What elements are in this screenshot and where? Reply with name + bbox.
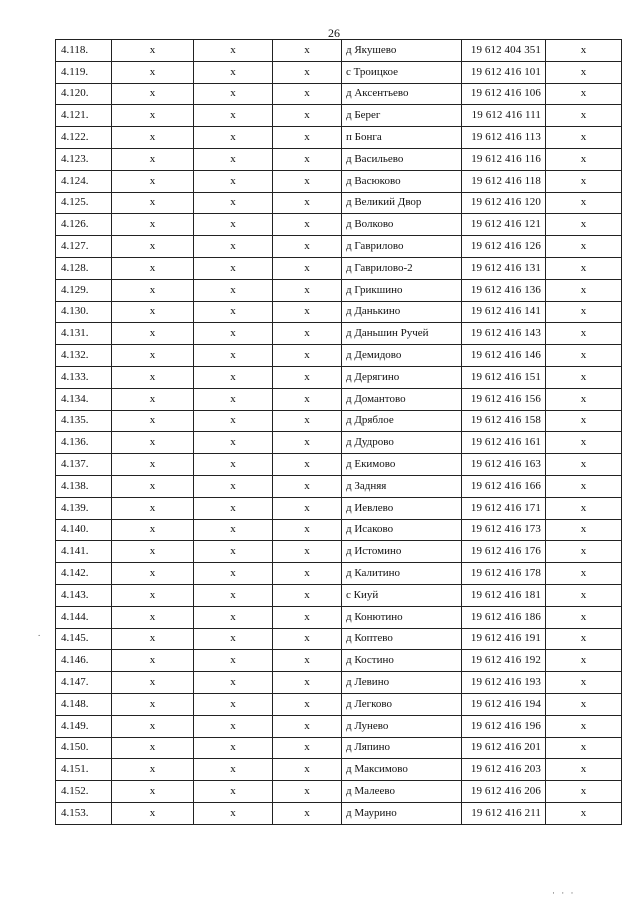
cell-x: x bbox=[194, 475, 273, 497]
table-row bbox=[56, 781, 622, 803]
cell-x: x bbox=[112, 650, 194, 672]
cell-x: x bbox=[194, 83, 273, 105]
oktmo-code: 19 612 416 203 bbox=[462, 759, 546, 781]
table-row bbox=[56, 345, 622, 367]
oktmo-code: 19 612 416 118 bbox=[462, 170, 546, 192]
settlement-name: д Екимово bbox=[342, 454, 462, 476]
row-number: 4.138. bbox=[56, 475, 112, 497]
oktmo-code: 19 612 416 171 bbox=[462, 497, 546, 519]
cell-x: x bbox=[112, 628, 194, 650]
row-number: 4.129. bbox=[56, 279, 112, 301]
table-row bbox=[56, 802, 622, 824]
oktmo-code: 19 612 416 126 bbox=[462, 236, 546, 258]
oktmo-code: 19 612 416 181 bbox=[462, 584, 546, 606]
settlement-name: д Гаврилово-2 bbox=[342, 257, 462, 279]
cell-x: x bbox=[194, 672, 273, 694]
cell-x: x bbox=[112, 737, 194, 759]
cell-x: x bbox=[112, 192, 194, 214]
row-number: 4.124. bbox=[56, 170, 112, 192]
cell-x: x bbox=[546, 584, 622, 606]
cell-x: x bbox=[546, 61, 622, 83]
oktmo-code: 19 612 404 351 bbox=[462, 40, 546, 62]
table-row bbox=[56, 650, 622, 672]
cell-x: x bbox=[546, 345, 622, 367]
row-number: 4.132. bbox=[56, 345, 112, 367]
cell-x: x bbox=[194, 214, 273, 236]
cell-x: x bbox=[112, 432, 194, 454]
table-row bbox=[56, 366, 622, 388]
oktmo-code: 19 612 416 151 bbox=[462, 366, 546, 388]
cell-x: x bbox=[194, 366, 273, 388]
settlement-name: д Коптево bbox=[342, 628, 462, 650]
oktmo-code: 19 612 416 158 bbox=[462, 410, 546, 432]
table-row bbox=[56, 61, 622, 83]
table-row bbox=[56, 192, 622, 214]
oktmo-code: 19 612 416 166 bbox=[462, 475, 546, 497]
cell-x: x bbox=[194, 563, 273, 585]
settlement-name: д Васильево bbox=[342, 148, 462, 170]
cell-x: x bbox=[273, 192, 342, 214]
row-number: 4.119. bbox=[56, 61, 112, 83]
table-row bbox=[56, 497, 622, 519]
cell-x: x bbox=[546, 279, 622, 301]
row-number: 4.152. bbox=[56, 781, 112, 803]
cell-x: x bbox=[112, 323, 194, 345]
cell-x: x bbox=[273, 781, 342, 803]
oktmo-code: 19 612 416 196 bbox=[462, 715, 546, 737]
cell-x: x bbox=[546, 759, 622, 781]
cell-x: x bbox=[546, 519, 622, 541]
cell-x: x bbox=[546, 410, 622, 432]
row-number: 4.143. bbox=[56, 584, 112, 606]
cell-x: x bbox=[273, 83, 342, 105]
settlement-name: д Конютино bbox=[342, 606, 462, 628]
settlement-name: д Демидово bbox=[342, 345, 462, 367]
cell-x: x bbox=[112, 759, 194, 781]
cell-x: x bbox=[112, 388, 194, 410]
cell-x: x bbox=[546, 563, 622, 585]
cell-x: x bbox=[273, 759, 342, 781]
oktmo-code: 19 612 416 111 bbox=[462, 105, 546, 127]
oktmo-code: 19 612 416 194 bbox=[462, 693, 546, 715]
cell-x: x bbox=[194, 650, 273, 672]
table-row bbox=[56, 672, 622, 694]
settlement-name: д Левино bbox=[342, 672, 462, 694]
cell-x: x bbox=[273, 148, 342, 170]
cell-x: x bbox=[112, 563, 194, 585]
row-number: 4.139. bbox=[56, 497, 112, 519]
cell-x: x bbox=[112, 519, 194, 541]
cell-x: x bbox=[546, 781, 622, 803]
oktmo-code: 19 612 416 192 bbox=[462, 650, 546, 672]
row-number: 4.125. bbox=[56, 192, 112, 214]
cell-x: x bbox=[546, 323, 622, 345]
cell-x: x bbox=[273, 388, 342, 410]
table-row bbox=[56, 388, 622, 410]
cell-x: x bbox=[194, 170, 273, 192]
cell-x: x bbox=[546, 127, 622, 149]
cell-x: x bbox=[546, 802, 622, 824]
cell-x: x bbox=[273, 127, 342, 149]
cell-x: x bbox=[546, 83, 622, 105]
table-row bbox=[56, 541, 622, 563]
row-number: 4.126. bbox=[56, 214, 112, 236]
cell-x: x bbox=[194, 519, 273, 541]
cell-x: x bbox=[273, 563, 342, 585]
table-row bbox=[56, 40, 622, 62]
cell-x: x bbox=[194, 105, 273, 127]
cell-x: x bbox=[273, 105, 342, 127]
cell-x: x bbox=[546, 388, 622, 410]
oktmo-code: 19 612 416 136 bbox=[462, 279, 546, 301]
cell-x: x bbox=[546, 432, 622, 454]
oktmo-code: 19 612 416 146 bbox=[462, 345, 546, 367]
cell-x: x bbox=[273, 301, 342, 323]
table-body bbox=[56, 40, 622, 825]
table-row bbox=[56, 236, 622, 258]
cell-x: x bbox=[194, 192, 273, 214]
settlement-name: д Дряблое bbox=[342, 410, 462, 432]
table-row bbox=[56, 83, 622, 105]
row-number: 4.131. bbox=[56, 323, 112, 345]
row-number: 4.122. bbox=[56, 127, 112, 149]
cell-x: x bbox=[112, 410, 194, 432]
cell-x: x bbox=[112, 40, 194, 62]
cell-x: x bbox=[112, 170, 194, 192]
cell-x: x bbox=[273, 650, 342, 672]
table-row bbox=[56, 301, 622, 323]
oktmo-code: 19 612 416 101 bbox=[462, 61, 546, 83]
cell-x: x bbox=[273, 345, 342, 367]
cell-x: x bbox=[546, 257, 622, 279]
row-number: 4.144. bbox=[56, 606, 112, 628]
oktmo-code: 19 612 416 201 bbox=[462, 737, 546, 759]
cell-x: x bbox=[546, 628, 622, 650]
table-row bbox=[56, 432, 622, 454]
cell-x: x bbox=[194, 410, 273, 432]
cell-x: x bbox=[112, 693, 194, 715]
cell-x: x bbox=[273, 693, 342, 715]
table-row bbox=[56, 454, 622, 476]
cell-x: x bbox=[194, 759, 273, 781]
cell-x: x bbox=[273, 366, 342, 388]
settlement-name: д Калитино bbox=[342, 563, 462, 585]
cell-x: x bbox=[112, 781, 194, 803]
table-row bbox=[56, 628, 622, 650]
cell-x: x bbox=[194, 236, 273, 258]
cell-x: x bbox=[194, 432, 273, 454]
cell-x: x bbox=[194, 388, 273, 410]
cell-x: x bbox=[112, 475, 194, 497]
settlement-name: д Домантово bbox=[342, 388, 462, 410]
oktmo-code: 19 612 416 120 bbox=[462, 192, 546, 214]
cell-x: x bbox=[194, 323, 273, 345]
oktmo-code: 19 612 416 156 bbox=[462, 388, 546, 410]
oktmo-code: 19 612 416 176 bbox=[462, 541, 546, 563]
cell-x: x bbox=[112, 606, 194, 628]
table-row bbox=[56, 323, 622, 345]
cell-x: x bbox=[112, 105, 194, 127]
table-row bbox=[56, 214, 622, 236]
cell-x: x bbox=[273, 236, 342, 258]
cell-x: x bbox=[194, 345, 273, 367]
settlement-name: д Берег bbox=[342, 105, 462, 127]
cell-x: x bbox=[546, 40, 622, 62]
row-number: 4.151. bbox=[56, 759, 112, 781]
cell-x: x bbox=[273, 323, 342, 345]
table-row bbox=[56, 279, 622, 301]
cell-x: x bbox=[546, 148, 622, 170]
settlement-name: д Маурино bbox=[342, 802, 462, 824]
scan-speck: . bbox=[38, 628, 41, 638]
cell-x: x bbox=[273, 475, 342, 497]
cell-x: x bbox=[194, 737, 273, 759]
settlement-name: д Дудрово bbox=[342, 432, 462, 454]
oktmo-code: 19 612 416 121 bbox=[462, 214, 546, 236]
cell-x: x bbox=[112, 345, 194, 367]
cell-x: x bbox=[273, 672, 342, 694]
cell-x: x bbox=[546, 672, 622, 694]
cell-x: x bbox=[112, 214, 194, 236]
settlements-table bbox=[55, 39, 622, 825]
cell-x: x bbox=[546, 737, 622, 759]
row-number: 4.135. bbox=[56, 410, 112, 432]
settlement-name: д Истомино bbox=[342, 541, 462, 563]
cell-x: x bbox=[273, 61, 342, 83]
cell-x: x bbox=[546, 541, 622, 563]
table-row bbox=[56, 563, 622, 585]
settlement-name: д Волково bbox=[342, 214, 462, 236]
cell-x: x bbox=[546, 105, 622, 127]
cell-x: x bbox=[546, 475, 622, 497]
cell-x: x bbox=[194, 257, 273, 279]
settlement-name: с Киуй bbox=[342, 584, 462, 606]
settlement-name: д Данькино bbox=[342, 301, 462, 323]
settlement-name: с Троицкое bbox=[342, 61, 462, 83]
cell-x: x bbox=[194, 781, 273, 803]
settlement-name: д Даньшин Ручей bbox=[342, 323, 462, 345]
cell-x: x bbox=[112, 584, 194, 606]
cell-x: x bbox=[273, 170, 342, 192]
cell-x: x bbox=[194, 127, 273, 149]
table-row bbox=[56, 475, 622, 497]
cell-x: x bbox=[112, 279, 194, 301]
cell-x: x bbox=[194, 148, 273, 170]
cell-x: x bbox=[112, 541, 194, 563]
cell-x: x bbox=[546, 606, 622, 628]
table-row bbox=[56, 148, 622, 170]
row-number: 4.136. bbox=[56, 432, 112, 454]
cell-x: x bbox=[112, 802, 194, 824]
oktmo-code: 19 612 416 131 bbox=[462, 257, 546, 279]
oktmo-code: 19 612 416 163 bbox=[462, 454, 546, 476]
oktmo-code: 19 612 416 186 bbox=[462, 606, 546, 628]
settlement-name: д Грикшино bbox=[342, 279, 462, 301]
table-row bbox=[56, 257, 622, 279]
row-number: 4.127. bbox=[56, 236, 112, 258]
oktmo-code: 19 612 416 211 bbox=[462, 802, 546, 824]
row-number: 4.149. bbox=[56, 715, 112, 737]
settlement-name: д Якушево bbox=[342, 40, 462, 62]
settlement-name: д Васюково bbox=[342, 170, 462, 192]
cell-x: x bbox=[273, 606, 342, 628]
row-number: 4.137. bbox=[56, 454, 112, 476]
cell-x: x bbox=[194, 802, 273, 824]
row-number: 4.146. bbox=[56, 650, 112, 672]
cell-x: x bbox=[112, 83, 194, 105]
row-number: 4.133. bbox=[56, 366, 112, 388]
oktmo-code: 19 612 416 173 bbox=[462, 519, 546, 541]
cell-x: x bbox=[194, 279, 273, 301]
settlement-name: д Великий Двор bbox=[342, 192, 462, 214]
cell-x: x bbox=[112, 715, 194, 737]
cell-x: x bbox=[273, 214, 342, 236]
cell-x: x bbox=[546, 192, 622, 214]
cell-x: x bbox=[273, 584, 342, 606]
cell-x: x bbox=[273, 519, 342, 541]
cell-x: x bbox=[112, 366, 194, 388]
cell-x: x bbox=[273, 410, 342, 432]
cell-x: x bbox=[112, 236, 194, 258]
cell-x: x bbox=[273, 497, 342, 519]
cell-x: x bbox=[112, 148, 194, 170]
settlement-name: д Иевлево bbox=[342, 497, 462, 519]
row-number: 4.118. bbox=[56, 40, 112, 62]
row-number: 4.150. bbox=[56, 737, 112, 759]
cell-x: x bbox=[112, 301, 194, 323]
table-row bbox=[56, 584, 622, 606]
cell-x: x bbox=[546, 301, 622, 323]
settlement-name: д Гаврилово bbox=[342, 236, 462, 258]
row-number: 4.142. bbox=[56, 563, 112, 585]
settlement-name: д Задняя bbox=[342, 475, 462, 497]
table-row bbox=[56, 715, 622, 737]
table-row bbox=[56, 759, 622, 781]
cell-x: x bbox=[194, 40, 273, 62]
cell-x: x bbox=[273, 715, 342, 737]
oktmo-code: 19 612 416 113 bbox=[462, 127, 546, 149]
table-row bbox=[56, 105, 622, 127]
cell-x: x bbox=[194, 628, 273, 650]
oktmo-code: 19 612 416 116 bbox=[462, 148, 546, 170]
scan-edge-marks: · · · bbox=[552, 888, 576, 898]
cell-x: x bbox=[546, 693, 622, 715]
row-number: 4.121. bbox=[56, 105, 112, 127]
cell-x: x bbox=[273, 454, 342, 476]
oktmo-code: 19 612 416 141 bbox=[462, 301, 546, 323]
settlement-name: д Дерягино bbox=[342, 366, 462, 388]
oktmo-code: 19 612 416 106 bbox=[462, 83, 546, 105]
cell-x: x bbox=[273, 802, 342, 824]
table-row bbox=[56, 519, 622, 541]
cell-x: x bbox=[194, 497, 273, 519]
cell-x: x bbox=[546, 650, 622, 672]
oktmo-code: 19 612 416 191 bbox=[462, 628, 546, 650]
settlement-name: д Костино bbox=[342, 650, 462, 672]
cell-x: x bbox=[194, 61, 273, 83]
table-row bbox=[56, 410, 622, 432]
cell-x: x bbox=[546, 236, 622, 258]
settlement-name: д Легково bbox=[342, 693, 462, 715]
settlement-name: д Лунево bbox=[342, 715, 462, 737]
settlement-name: п Бонга bbox=[342, 127, 462, 149]
cell-x: x bbox=[194, 301, 273, 323]
row-number: 4.145. bbox=[56, 628, 112, 650]
cell-x: x bbox=[112, 257, 194, 279]
cell-x: x bbox=[194, 541, 273, 563]
settlement-name: д Максимово bbox=[342, 759, 462, 781]
table-row bbox=[56, 127, 622, 149]
cell-x: x bbox=[194, 606, 273, 628]
cell-x: x bbox=[112, 454, 194, 476]
cell-x: x bbox=[112, 127, 194, 149]
cell-x: x bbox=[546, 366, 622, 388]
row-number: 4.153. bbox=[56, 802, 112, 824]
cell-x: x bbox=[112, 672, 194, 694]
oktmo-code: 19 612 416 206 bbox=[462, 781, 546, 803]
table-row bbox=[56, 170, 622, 192]
row-number: 4.130. bbox=[56, 301, 112, 323]
cell-x: x bbox=[546, 454, 622, 476]
cell-x: x bbox=[546, 170, 622, 192]
oktmo-code: 19 612 416 161 bbox=[462, 432, 546, 454]
table-row bbox=[56, 606, 622, 628]
table-row bbox=[56, 693, 622, 715]
settlement-name: д Ляпино bbox=[342, 737, 462, 759]
oktmo-code: 19 612 416 193 bbox=[462, 672, 546, 694]
page-number: 26 bbox=[328, 26, 340, 40]
oktmo-code: 19 612 416 143 bbox=[462, 323, 546, 345]
cell-x: x bbox=[194, 693, 273, 715]
cell-x: x bbox=[546, 715, 622, 737]
cell-x: x bbox=[273, 737, 342, 759]
cell-x: x bbox=[273, 432, 342, 454]
settlement-name: д Исаково bbox=[342, 519, 462, 541]
cell-x: x bbox=[194, 454, 273, 476]
row-number: 4.140. bbox=[56, 519, 112, 541]
cell-x: x bbox=[546, 214, 622, 236]
cell-x: x bbox=[546, 497, 622, 519]
row-number: 4.147. bbox=[56, 672, 112, 694]
row-number: 4.120. bbox=[56, 83, 112, 105]
cell-x: x bbox=[112, 61, 194, 83]
cell-x: x bbox=[194, 584, 273, 606]
cell-x: x bbox=[273, 541, 342, 563]
table-row bbox=[56, 737, 622, 759]
cell-x: x bbox=[112, 497, 194, 519]
row-number: 4.123. bbox=[56, 148, 112, 170]
row-number: 4.134. bbox=[56, 388, 112, 410]
cell-x: x bbox=[273, 279, 342, 301]
cell-x: x bbox=[194, 715, 273, 737]
cell-x: x bbox=[273, 628, 342, 650]
settlement-name: д Аксентьево bbox=[342, 83, 462, 105]
settlement-name: д Малеево bbox=[342, 781, 462, 803]
row-number: 4.141. bbox=[56, 541, 112, 563]
cell-x: x bbox=[273, 257, 342, 279]
cell-x: x bbox=[273, 40, 342, 62]
oktmo-code: 19 612 416 178 bbox=[462, 563, 546, 585]
row-number: 4.148. bbox=[56, 693, 112, 715]
row-number: 4.128. bbox=[56, 257, 112, 279]
